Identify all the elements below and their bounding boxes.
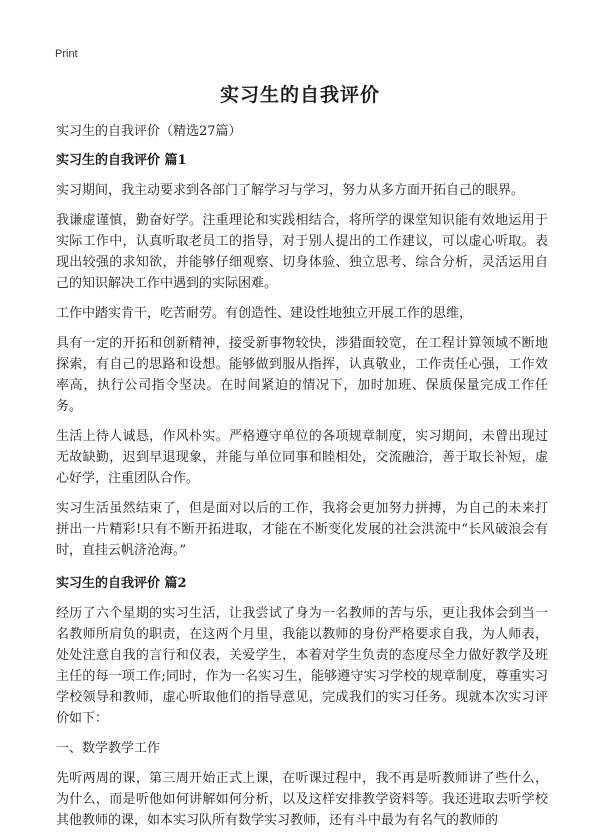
section-heading: 实习生的自我评价 篇1 bbox=[56, 153, 187, 168]
page-subtitle: 实习生的自我评价（精选27篇） bbox=[56, 124, 242, 139]
paragraph: 工作中踏实肯干，吃苦耐劳。有创造性、建设性地独立开展工作的思维， bbox=[56, 306, 473, 321]
document-body bbox=[56, 150, 548, 840]
page-title: 实习生的自我评价 bbox=[219, 84, 380, 106]
paragraph: 先听两周的课，第三周开始正式上课，在听课过程中，我不再是听教师讲了些什么，为什么，而是听他如何讲解如何分析，以及这样安排教学资料等。我还进取去听学校其他教师的课，如本实习队所有数学实习教师，还有斗中最为有名气的教师的 bbox=[56, 771, 548, 828]
paragraph: 一、数学教学工作 bbox=[56, 741, 161, 756]
paragraph: 我谦虚谨慎，勤奋好学。注重理论和实践相结合，将所学的课堂知识能有效地运用于实际工作中，认真听取老员工的指导，对于别人提出的工作建议，可以虚心听取。表现出较强的求知欲，并能够仔细观察、切身体验、独立思考、综合分析，灵活运用自己的知识解决工作中遇到的实际困难。 bbox=[56, 213, 548, 291]
paragraph: 实习期间，我主动要求到各部门了解学习与学习，努力从多方面开拓自己的眼界。 bbox=[56, 183, 525, 198]
paragraph: 实习生活虽然结束了，但是面对以后的工作，我将会更加努力拼搏，为自己的未来打拼出一片精彩!只有不断开拓进取，才能在不断变化发展的社会洪流中“长风破浪会有时，直挂云帆济沧海。” bbox=[56, 501, 548, 558]
paragraph: 经历了六个星期的实习生活，让我尝试了身为一名教师的苦与乐，更让我体会到当一名教师所肩负的职责，在这两个月里，我能以教师的身份严格要求自我，为人师表，处处注意自我的言行和仪表，关爱学生，本着对学生负责的态度尽全力做好教学及班主任的每一项工作;同时，作为一名实习生，能够遵守实习学校的规章制度，尊重实习学校领导和教师，虚心听取他们的指导意见，完成我们的实习任务。现就本次实习评价如下： bbox=[56, 606, 548, 726]
print-label: Print bbox=[55, 48, 78, 60]
paragraph: 生活上待人诚恳，作风朴实。严格遵守单位的各项规章制度，实习期间，未曾出现过无故缺勤，迟到早退现象，并能与单位同事和睦相处，交流融洽，善于取长补短，虚心好学，注重团队合作。 bbox=[56, 429, 548, 486]
paragraph: 具有一定的开拓和创新精神，接受新事物较快，涉猎面较宽，在工程计算领域不断地探索，有自己的思路和设想。能够做到服从指挥，认真敬业，工作责任心强，工作效率高，执行公司指令坚决。在时间紧迫的情况下，加时加班、保质保量完成工作任务。 bbox=[56, 336, 548, 414]
section-heading: 实习生的自我评价 篇2 bbox=[56, 576, 187, 591]
